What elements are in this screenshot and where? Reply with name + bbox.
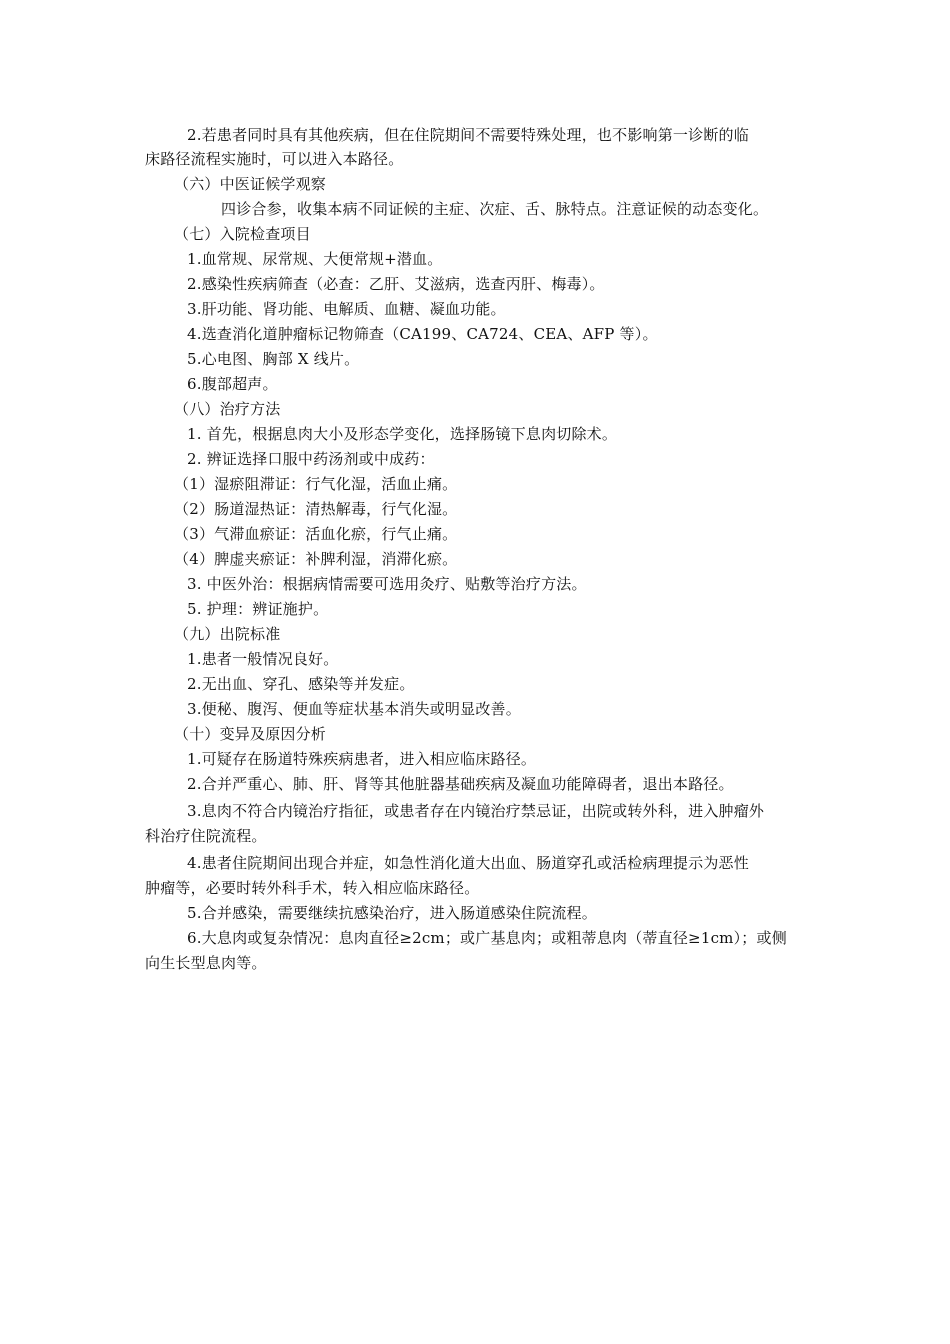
list-item: 3.息肉不符合内镜治疗指征，或患者存在内镜治疗禁忌证，出院或转外科，进入肿瘤外: [187, 802, 765, 820]
section-heading: （八）治疗方法: [174, 400, 281, 418]
text-line: 向生长型息肉等。: [145, 954, 267, 972]
section-heading: （九）出院标准: [174, 625, 281, 643]
list-item: 1. 首先，根据息肉大小及形态学变化，选择肠镜下息肉切除术。: [187, 425, 618, 443]
list-item: （1）湿瘀阻滞证：行气化湿，活血止痛。: [174, 475, 458, 493]
list-item: 3.肝功能、肾功能、电解质、血糖、凝血功能。: [187, 300, 506, 318]
text-line: 2.若患者同时具有其他疾病，但在住院期间不需要特殊处理，也不影响第一诊断的临: [187, 126, 749, 144]
list-item: 5.心电图、胸部 X 线片。: [187, 350, 360, 368]
section-heading: （七）入院检查项目: [174, 225, 311, 243]
list-item: 1.患者一般情况良好。: [187, 650, 339, 668]
text-line: 科治疗住院流程。: [145, 827, 267, 845]
list-item: 6.腹部超声。: [187, 375, 278, 393]
list-item: 5. 护理：辨证施护。: [187, 600, 329, 618]
list-item: 4.患者住院期间出现合并症，如急性消化道大出血、肠道穿孔或活检病理提示为恶性: [187, 854, 749, 872]
list-item: 1.血常规、尿常规、大便常规+潜血。: [187, 250, 443, 268]
list-item: 4.选查消化道肿瘤标记物筛查（CA199、CA724、CEA、AFP 等）。: [187, 325, 658, 343]
section-heading: （六）中医证候学观察: [174, 175, 327, 193]
list-item: 2.合并严重心、肺、肝、肾等其他脏器基础疾病及凝血功能障碍者，退出本路径。: [187, 775, 734, 793]
list-item: 6.大息肉或复杂情况：息肉直径≥2cm；或广基息肉；或粗蒂息肉（蒂直径≥1cm）；或侧: [187, 929, 787, 947]
section-heading: （十）变异及原因分析: [174, 725, 327, 743]
list-item: （2）肠道湿热证：清热解毒，行气化湿。: [174, 500, 458, 518]
list-item: （3）气滞血瘀证：活血化瘀，行气止痛。: [174, 525, 458, 543]
list-item: 2.无出血、穿孔、感染等并发症。: [187, 675, 415, 693]
list-item: 5.合并感染，需要继续抗感染治疗，进入肠道感染住院流程。: [187, 904, 597, 922]
list-item: 3. 中医外治：根据病情需要可选用灸疗、贴敷等治疗方法。: [187, 575, 587, 593]
list-item: 2. 辨证选择口服中药汤剂或中成药：: [187, 450, 435, 468]
text-line: 肿瘤等，必要时转外科手术，转入相应临床路径。: [145, 879, 480, 897]
list-item: 2.感染性疾病筛查（必查：乙肝、艾滋病，选查丙肝、梅毒）。: [187, 275, 605, 293]
list-item: （4）脾虚夹瘀证：补脾利湿，消滞化瘀。: [174, 550, 458, 568]
list-item: 1.可疑存在肠道特殊疾病患者，进入相应临床路径。: [187, 750, 537, 768]
list-item: 3.便秘、腹泻、便血等症状基本消失或明显改善。: [187, 700, 521, 718]
text-line: 床路径流程实施时，可以进入本路径。: [145, 150, 404, 168]
text-line: 四诊合参，收集本病不同证候的主症、次症、舌、脉特点。注意证候的动态变化。: [221, 200, 769, 218]
